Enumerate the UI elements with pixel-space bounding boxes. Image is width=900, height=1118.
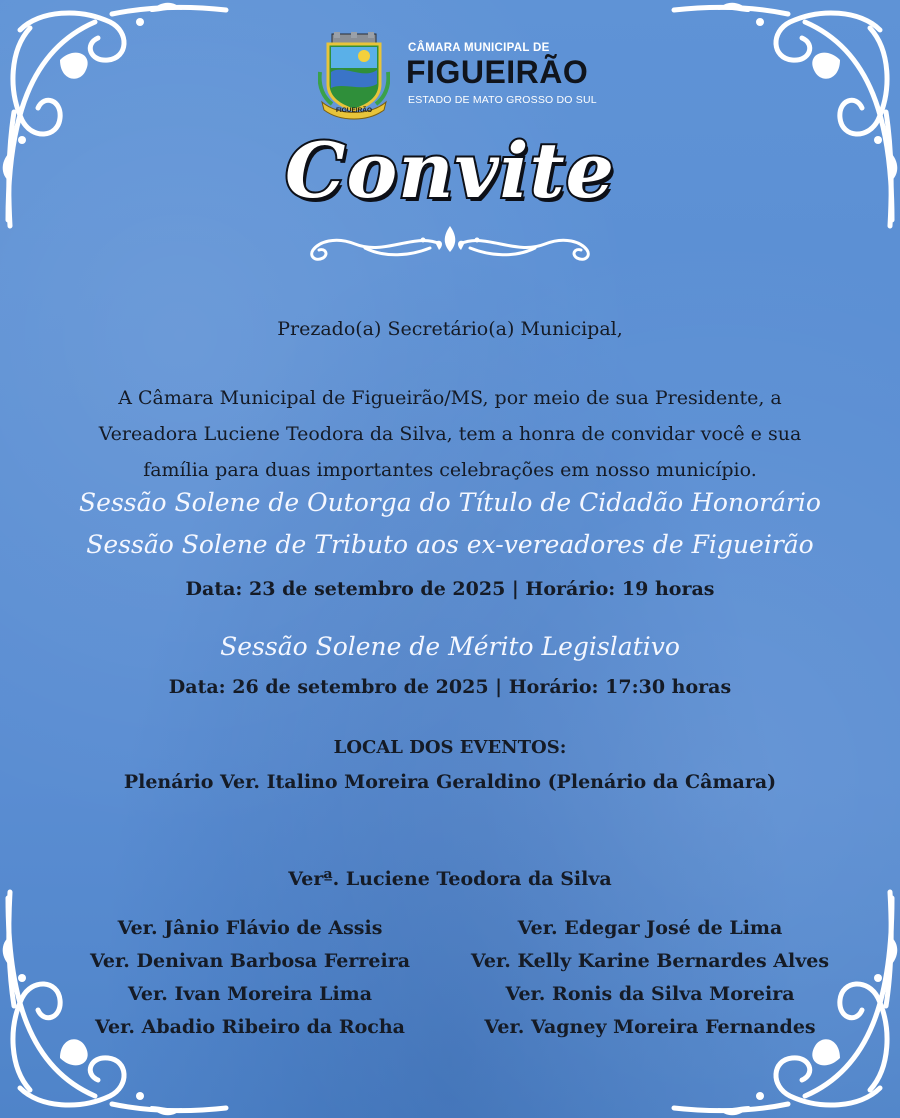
councilor-name: Ver. Jânio Flávio de Assis	[117, 917, 383, 939]
event-1-session-1: Sessão Solene de Outorga do Título de Cidadão Honorário	[79, 488, 821, 517]
header-top-line: CÂMARA MUNICIPAL DE	[408, 42, 550, 54]
councilor-name: Ver. Denivan Barbosa Ferreira	[89, 950, 411, 972]
councilors-right-column	[460, 912, 840, 1044]
councilor-name: Ver. Ivan Moreira Lima	[127, 983, 373, 1005]
header-subtitle: ESTADO DE MATO GROSSO DO SUL	[408, 94, 597, 106]
title-flourish-ornament	[305, 218, 595, 266]
event-1-session-2: Sessão Solene de Tributo aos ex-vereadores de Figueirão	[86, 530, 814, 559]
camara-logo	[318, 32, 608, 124]
location-place: Plenário Ver. Italino Moreira Geraldino (Plenário da Câmara)	[123, 771, 777, 793]
municipal-crest-icon	[318, 32, 390, 120]
event-1-datetime: Data: 23 de setembro de 2025 | Horário: 19 horas	[185, 578, 715, 600]
invitation-title: Convite	[285, 126, 615, 215]
councilor-name: Ver. Abadio Ribeiro da Rocha	[95, 1016, 405, 1038]
president-name: Verª. Luciene Teodora da Silva	[288, 868, 612, 890]
event-2-datetime: Data: 26 de setembro de 2025 | Horário: 17:30 horas	[168, 676, 732, 698]
councilor-name: Ver. Edegar José de Lima	[517, 917, 783, 939]
location-title: LOCAL DOS EVENTOS:	[333, 737, 567, 758]
councilor-name: Ver. Vagney Moreira Fernandes	[484, 1016, 816, 1038]
event-2-session-1: Sessão Solene de Mérito Legislativo	[220, 632, 680, 661]
greeting-text: Prezado(a) Secretário(a) Municipal,	[277, 318, 623, 340]
councilors-left-column	[60, 912, 440, 1044]
invitation-body-text: A Câmara Municipal de Figueirão/MS, por meio de sua Presidente, a Vereadora Luciene Teodora da Silva, tem a honra de convidar você e sua família para duas importantes celebrações em nosso município.	[98, 387, 802, 481]
crest-banner-text: FIGUEIRÃO	[335, 107, 373, 114]
councilor-name: Ver. Kelly Karine Bernardes Alves	[470, 950, 830, 972]
header-main-title: FIGUEIRÃO	[406, 54, 589, 90]
councilor-name: Ver. Ronis da Silva Moreira	[505, 983, 795, 1005]
